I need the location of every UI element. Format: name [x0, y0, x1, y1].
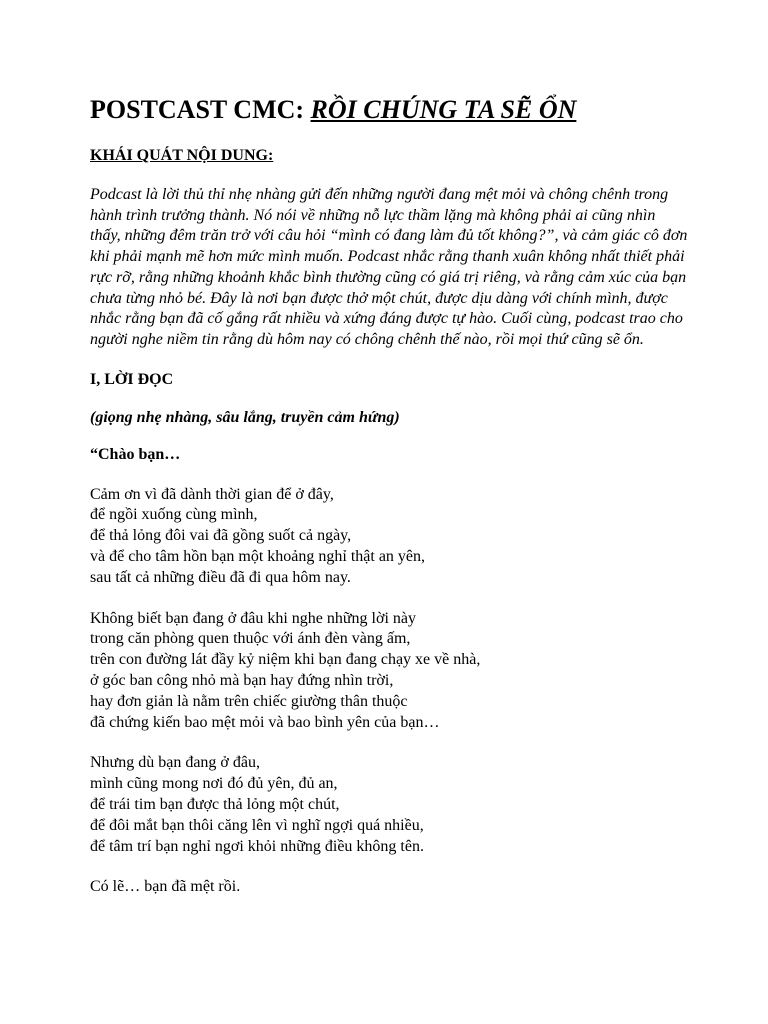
- stanza-1: [90, 485, 690, 589]
- stanza-line: ở góc ban công nhỏ mà bạn hay đứng nhìn trời,: [90, 672, 394, 689]
- stanza-line: sau tất cả những điều đã đi qua hôm nay.: [90, 568, 351, 586]
- closing-line: Có lẽ… bạn đã mệt rồi.: [90, 878, 241, 896]
- stanza-3: [90, 753, 690, 857]
- greeting-line: “Chào bạn…: [90, 445, 181, 463]
- stanza-line: Nhưng dù bạn đang ở đâu,: [90, 754, 260, 772]
- summary-heading-text: KHÁI QUÁT NỘI DUNG:: [90, 147, 274, 164]
- stanza-line: mình cũng mong nơi đó đủ yên, đủ an,: [90, 775, 338, 793]
- stanza-line: hay đơn giản là nằm trên chiếc giường thân thuộc: [90, 692, 408, 710]
- stanza-line: đã chứng kiến bao mệt mỏi và bao bình yên của bạn…: [90, 713, 440, 731]
- document-page: [90, 94, 690, 897]
- stanza-line: Không biết bạn đang ở đâu khi nghe những lời này: [90, 609, 416, 627]
- stanza-line: để đôi mắt bạn thôi căng lên vì nghĩ ngợi quá nhiều,: [90, 816, 424, 834]
- stanza-line: để ngồi xuống cùng mình,: [90, 506, 258, 524]
- stanza-line: và để cho tâm hồn bạn một khoảng nghỉ thật an yên,: [90, 548, 426, 566]
- stanza-2: [90, 609, 690, 734]
- stanza-line: Cảm ơn vì đã dành thời gian để ở đây,: [90, 485, 334, 503]
- stanza-line: để thả lỏng đôi vai đã gồng suốt cả ngày,: [90, 527, 352, 545]
- page-title: [90, 94, 690, 126]
- stanza-line: trong căn phòng quen thuộc với ánh đèn vàng ấm,: [90, 630, 411, 648]
- title-subtitle: RỒI CHÚNG TA SẼ ỔN: [310, 95, 577, 124]
- stanza-line: trên con đường lát đầy kỷ niệm khi bạn đang chạy xe về nhà,: [90, 651, 481, 669]
- stanza-line: để trái tim bạn được thả lỏng một chút,: [90, 795, 340, 813]
- title-main: POSTCAST CMC:: [90, 95, 311, 124]
- stage-direction: (giọng nhẹ nhàng, sâu lắng, truyền cảm hứng): [90, 408, 400, 426]
- section-one-heading: I, LỜI ĐỌC: [90, 370, 174, 388]
- stanza-line: để tâm trí bạn nghỉ ngơi khỏi những điều không tên.: [90, 837, 424, 855]
- summary-heading: [90, 146, 690, 166]
- summary-paragraph: Podcast là lời thủ thỉ nhẹ nhàng gửi đến những người đang mệt mỏi và chông chênh trong hành trình trưởng thành. Nó nói về những nỗ lực thầm lặng mà không phải ai cũng nhìn thấy, những đêm trăn trở với câu hỏi “mình có đang làm đủ tốt không?”, và cảm giác cô đơn khi phải mạnh mẽ hơn mức mình muốn. Podcast nhắc rằng thanh xuân không nhất thiết phải rực rỡ, rằng những khoảnh khắc bình thường cũng có giá trị riêng, và rằng cảm xúc của bạn chưa từng nhỏ bé. Đây là nơi bạn được thở một chút, được dịu dàng với chính mình, được nhắc rằng bạn đã cố gắng rất nhiều và xứng đáng được tự hào. Cuối cùng, podcast trao cho người nghe niềm tin rằng dù hôm nay có chông chênh thế nào, rồi mọi thứ cũng sẽ ổn.: [90, 186, 688, 348]
